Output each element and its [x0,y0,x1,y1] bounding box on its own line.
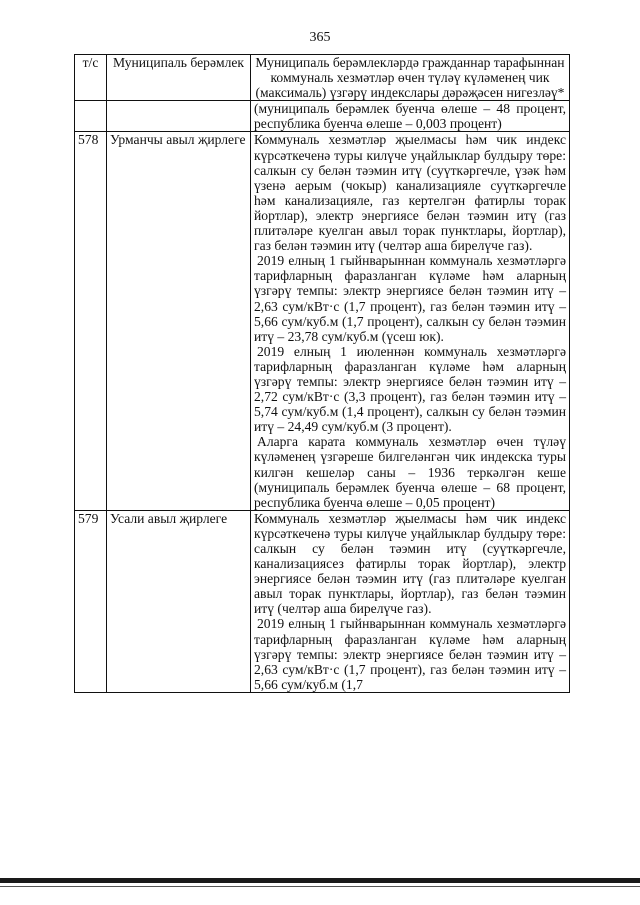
index-table [74,54,570,693]
row-index-text [251,510,570,692]
row-number: 578 [75,132,107,510]
row-number-empty [75,101,107,132]
paragraph: 2019 елның 1 гыйнварыннан коммуналь хезмәтләргә тарифларның фаразланган күләме һәм аларның үзгәрү темпы: электр энергиясе белән тәэмин итү – 2,63 сум/кВт·с (1,7 процент), газ белән тәэмин итү – 5,66 сум/куб.м (1,7 процент), салкын су белән тәэмин итү – 23,78 сум/куб.м (үсеш юк). [254,253,566,344]
table-header-row [75,55,570,101]
table-row-continuation [75,101,570,132]
row-municipality: Усали авыл җирлеге [107,510,251,692]
page-number: 365 [309,30,331,45]
paragraph: Коммуналь хезмәтләр җыелмасы һәм чик индекс күрсәткеченә туры килүче уңайлыклар булдыру төре: салкын су белән тәэмин итү (суүткәргечле, канализациясез фатирлы торак йортлар), электр энергиясе белән тәэмин итү (газ плитәләре куелган авыл торак пунктлары, йортлар), газ белән тәэмин итү (челтәр аша бирелүче газ). [254,510,566,617]
scan-edge-bar [0,878,640,883]
row-number: 579 [75,510,107,692]
paragraph: 2019 елның 1 июленнән коммуналь хезмәтләргә тарифларның фаразланган күләме һәм аларның үзгәрү темпы: электр энергиясе белән тәэмин итү – 2,72 сум/кВт·с (3,3 процент), газ белән тәэмин итү – 5,74 сум/куб.м (1,4 процент), салкын су белән тәэмин итү – 24,49 сум/куб.м (3 процент). [254,343,566,435]
paragraph: Аларга карата коммуналь хезмәтләр өчен түләү күләменең үзгәреше билгеләнгән чик индекска туры килгән кешеләр саны – 1936 теркәлгән кеше (муниципаль берәмлек буенча өлеше – 68 процент, республика буенча өлеше – 0,05 процент) [254,434,566,510]
continuation-text: (муниципаль берәмлек буенча өлеше – 48 процент, республика буенча өлеше – 0,003 процент) [251,101,570,132]
row-municipality-empty [107,101,251,132]
header-index: Муниципаль берәмлекләрдә гражданнар тарафыннан коммуналь хезмәтләр өчен түләү күләменең чик (максималь) үзгәрү индекслары дәрәҗәсен нигезләү* [251,55,570,101]
row-index-text [251,132,570,510]
row-municipality: Урманчы авыл җирлеге [107,132,251,510]
paragraph: Коммуналь хезмәтләр җыелмасы һәм чик индекс күрсәткеченә туры килүче уңайлыклар булдыру төре: салкын су белән тәэмин итү (суүткәргечле, үзәк һәм үзенә аерым (чокыр) канализацияле суүткәргечле һәм канализацияле, газ кертелгән фатирлы торак йортлар), электр энергиясе белән тәэмин итү (газ плитәләре куелган авыл торак пунктлары, йортлар), газ белән тәэмин итү (челтәр аша бирелүче газ). [254,132,566,254]
header-municipality: Муниципаль берәмлек [107,55,251,101]
table-row [75,132,570,510]
paragraph: 2019 елның 1 гыйнварыннан коммуналь хезмәтләргә тарифларның фаразланган күләме һәм аларның үзгәрү темпы: электр энергиясе белән тәэмин итү – 2,63 сум/кВт·с (1,7 процент), газ белән тәэмин итү – 5,66 сум/куб.м (1,7 [254,616,566,692]
scan-edge-line [0,886,640,887]
table-row [75,510,570,692]
header-number: т/с [75,55,107,101]
